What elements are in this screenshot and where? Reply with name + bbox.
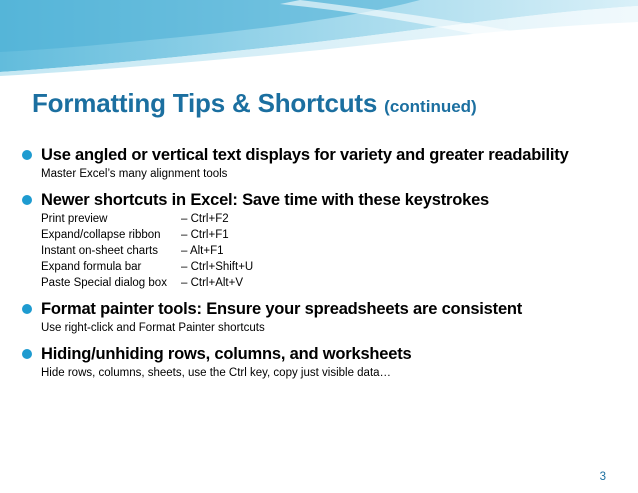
- bullet-list: [22, 144, 622, 388]
- shortcut-action: Expand/collapse ribbon: [41, 229, 161, 241]
- shortcut-keys: – Ctrl+F1: [181, 229, 229, 241]
- page-number: 3: [599, 471, 606, 483]
- bullet-detail: Master Excel’s many alignment tools: [41, 168, 228, 180]
- shortcut-row: [41, 243, 253, 259]
- shortcut-keys: – Ctrl+Alt+V: [181, 277, 243, 289]
- shortcut-keys: – Ctrl+F2: [181, 213, 229, 225]
- bullet-item: [22, 189, 622, 291]
- title-main: Formatting Tips & Shortcuts: [32, 88, 378, 118]
- shortcut-action: Paste Special dialog box: [41, 277, 167, 289]
- slide-title: [32, 86, 622, 124]
- bullet-dot-icon: [22, 304, 32, 314]
- bullet-heading: Use angled or vertical text displays for variety and greater readability: [41, 146, 569, 164]
- shortcut-row: [41, 227, 253, 243]
- title-suffix: (continued): [384, 97, 477, 116]
- shortcut-action: Expand formula bar: [41, 261, 142, 273]
- header-wave-decoration: [0, 0, 638, 80]
- shortcut-keys: – Ctrl+Shift+U: [181, 261, 254, 273]
- bullet-item: [22, 144, 622, 182]
- shortcut-action: Instant on-sheet charts: [41, 245, 158, 257]
- shortcut-table: [41, 211, 253, 291]
- bullet-detail: Hide rows, columns, sheets, use the Ctrl key, copy just visible data…: [41, 367, 392, 379]
- shortcut-row: [41, 259, 253, 275]
- bullet-dot-icon: [22, 349, 32, 359]
- bullet-detail: Use right-click and Format Painter shortcuts: [41, 322, 265, 334]
- bullet-heading: Format painter tools: Ensure your spreadsheets are consistent: [41, 300, 523, 318]
- bullet-item: [22, 298, 622, 336]
- shortcut-action: Print preview: [41, 213, 108, 225]
- shortcut-keys: – Alt+F1: [181, 245, 224, 257]
- shortcut-row: [41, 211, 253, 227]
- bullet-dot-icon: [22, 150, 32, 160]
- bullet-item: [22, 343, 622, 381]
- bullet-dot-icon: [22, 195, 32, 205]
- bullet-heading: Newer shortcuts in Excel: Save time with these keystrokes: [41, 191, 490, 209]
- bullet-heading: Hiding/unhiding rows, columns, and worksheets: [41, 345, 412, 363]
- shortcut-row: [41, 275, 253, 291]
